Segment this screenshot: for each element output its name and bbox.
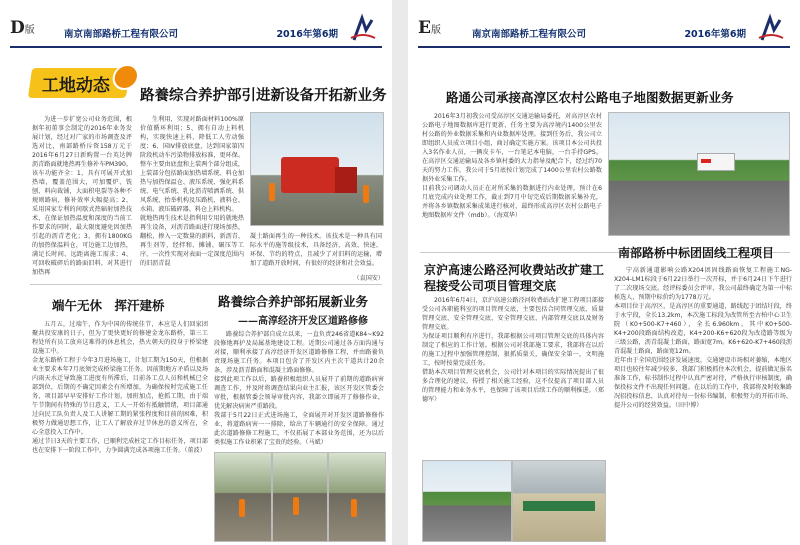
site-photo — [272, 452, 328, 542]
article-body-col1: 为进一步扩宽公司业务范围，根据年初董事会制定的2016年业务发展计划，经过对广家的市场调查及评选对比，南部路桥斥资158万元于2016年6月27日新购置一台英达牌沥青路面就地热再生修补车PM390。该车功能齐全：1、具有可展开式加热墙，覆盖范围大，可加覆炉、铣刨、料向裁铺，大面积电裂等各种不规则路病，修补效率大幅提高；2、采用国家专利的间歇式热辐射加热技术，在保证加热温度和深度的当前工作要求的同时，最大限度避免因加热引起的沥青老化；3、拥有1800KG的加热保温料仓，可边施工边加热，满足长时间、远距离施工需求；4、可回收破碎后的路面旧料，对其进行加热再 — [32, 116, 132, 276]
article-body-col3: 凝土路面再生的一种技术。该技术是一种具有国际水平的施等级技术，具备经济、高效、快速、环保、节约的特点，且减少了对旧料的运输，增加了道路开放时间，有很好的经济和社会效益。 — [250, 233, 382, 267]
article-body: 宁高新通道影响公路X204团固线路面恢复工程施工NG-X204-LM1标段于6月22日举行一次开标，并于6月24日下午进行了二次现场交底。经评标委员会评审，我公司最终确定为第一中标候选人，预期中标价约为1778万元。 本项目位于高淳区，是高淳区的重要通道，路线起于团结圩段，终于永宁段，全长13.2km，本次施工标段为改管所至古柏中心卫生院（K0+500-K7+460），全长6.960km。其中K0+500-K4+200段路面结构改造，K4+200-K6+620段为改造路等级为三级公路，沥青混凝土路面，路面宽7m。K6+620-K7+460段沥青混凝土路面，路面宽12m。 近年由于全国范围经济发展速度，交通建设市场相对萎缩，本地区项目也较往年减少较多，我部门积极抓住本次机会，提前做足报名准备工作，标书制作过程中认真严密对待，严格执行审核制度，确保投标文件不出现任何问题。在以后的工作中，我部将及时收集路况招投标信息，认真对待每一份标书编制，积极努力的开拓市场、提升公司的经营效益。（田中博） — [614, 267, 792, 409]
header-rule — [418, 46, 790, 48]
page-version — [418, 18, 441, 38]
repair-truck-photo — [250, 112, 384, 226]
page-header — [10, 18, 382, 44]
version-letter: D — [10, 18, 25, 38]
worker-figure — [351, 499, 357, 517]
page-gutter — [392, 0, 408, 545]
company-logo-icon — [756, 14, 786, 44]
article-title: 端午无休 挥汗建桥 — [52, 298, 165, 313]
worker-figure — [269, 183, 275, 201]
worker-figure — [293, 497, 299, 515]
issue-number: 2016年第6期 — [684, 29, 746, 40]
page-e — [408, 0, 800, 545]
company-name: 南京南部路桥工程有限公司 — [472, 29, 587, 40]
section-divider — [30, 284, 382, 285]
article-title-text: 京沪高速公路泾河收费站改扩建工程接受公司项目管理交底 — [424, 263, 605, 293]
article-title: 路養综合养护部拓展新业务 — [218, 294, 369, 309]
article-byline: （袁国安） — [353, 275, 384, 282]
article-title — [424, 262, 604, 294]
worker-figure — [363, 185, 369, 203]
badge-sun-icon — [111, 64, 141, 90]
site-photo — [328, 452, 386, 542]
article-body: 2016年6月4日，京沪高速公路泾河收费站改扩建工程项目部接受公司各职能科室的项目管理交底，主要包括合同管理交底、质量管理交底、安全管理交底、安全管理交底、内部管理交底以及财务管理交底。 为保证项目顺利有序进行，我部根据公司项目管理交底的具体内容制定了相应的工作计划。根据公司对我部施工要求，我部将在以后的施工过程中加强管理控制，狠抓质量关，确保安全第一，文明施工，按时按量完成任务。 借助本次项目管理交底机会，公司针对本项目的实际情况提出了很多合理化的建议，传授了相关施工经验，这不仅提高了项目部人员的管理能力和业务水平，也保障了该项目后续工作的顺利推进。（郑德军） — [422, 297, 604, 403]
section-badge-text: 工地动态 — [41, 76, 110, 96]
issue-number: 2016年第6期 — [276, 29, 338, 40]
car-stripe — [701, 159, 711, 163]
toll-station-photo — [422, 460, 512, 542]
page-version — [10, 18, 35, 38]
version-suffix: 版 — [24, 25, 35, 36]
article-title: 路通公司承接高淳区农村公路电子地图数据更新业务 — [446, 90, 734, 105]
version-suffix: 版 — [430, 25, 441, 36]
site-photo — [214, 452, 272, 542]
article-body-col2: 生利用，实现对路面材料100%原价值循环利用；5、拥有自动上料机构，实现快速上料，降低工人劳动强度；6、国IV排放底盘，达到国家第四阶段机动车污染物排放标准，更环保。整车主要由底盘和上装两个部分组成，上装部分包括路面加热墙系统、料仓加热与加热保温仓、液压系统、强化料系统、电气系统、乳化沥青喷洒系统、供风系统、抬举机构及压路机、液料仓、水箱、液压破碎器、料仓上料机构。 就地热再生技术是指利用专用的就地热再生设备，对沥青路面进行现场加热、翻松，掺入一定数量的新料，新沥青、再生剂等，经拌和、摊铺、碾压等工序，一次性实现对表面一定深度范围内的旧沥青混 — [140, 116, 244, 267]
truck-cab — [335, 167, 357, 193]
meeting-photo — [512, 460, 606, 542]
worker-figure — [239, 499, 245, 517]
road-photo — [608, 112, 790, 236]
article-body: 五月五，过端午，作为中国的传统佳节，本应是人们回家团聚共投安康的日子，但为了更快更好的修建金龙东路桥，第三工程处所有员工放弃这难得的休息机会，热火朝天的投身于桥梁建设施工中。 金龙东路桥工程于今年3月进场施工，计划工期为150天，但根据业主要求本年7月底须完成桥梁施工任务。因前期地方矛盾以及场内雨天水迁导致施工进度有所滞后，目前各工点人员和机械已全部到位，后期的不确定因素会有所增加，为确保按时完成施工任务，项目部早早安排好工作计划，加班加点，抢抓工期，由于端午节期间有特殊的节日意义，工人一开始有抵触情绪，项目部通过向民工队负责人及工人讲解工期的紧张程度和目前的困难，积极努力做通思想工作，让工人了解放弃过节休息的意义所在，全心全意投入工作中。 通过节日3天的主要工作，已顺利完成桩定工作目标任务，项目部也在安排下一阶段工作中，力争圆满完成各项施工任务。（董波） — [32, 321, 208, 454]
meeting-table — [523, 501, 595, 511]
article-body: 2016年3月初我公司受高淳区交通运输局委托，对高淳区农村公路电子地图数据库进行更新，任务主要为高淳境内1400公里农村公路的外业数据采集和内业数据库处理。接到任务后，我公司立即组织人员成立项目小组，商讨确定实施方案。该项目本公司共投入3名作业人员，一辆皮卡车，一台笔记本电脑，一台手持GPS。在高淳区交通运输局及各乡镇村委的大力指导及配合下，经过约70天的努力工作，我公司于5月底按计划完成了1400公里农村公路数据外业采集工作。 目前我公司调动人员正在对所采集的数据进行内业处理，预计在6月底完成内业处理工作，截止到7月中旬完成后期数据采集补充，并将各乡镇数据采集成果进行核对，最终形成高淳区农村公路电子地图数据库文件（mdb）。（海双华） — [422, 113, 602, 219]
version-letter: E — [418, 18, 431, 38]
article-title: 路養综合养护部引进新设备开拓新业务 — [140, 88, 387, 104]
company-name: 南京南部路桥工程有限公司 — [64, 29, 179, 40]
section-badge — [28, 68, 130, 98]
page-header — [418, 18, 790, 44]
article-subtitle: ——高淳经济开发区道路修修 — [238, 316, 368, 327]
truck-body — [281, 157, 339, 193]
article-title: 南部路桥中标团固线工程项目 — [618, 246, 775, 260]
company-logo-icon — [348, 14, 378, 44]
article-body: 路養综合养护部自成立以来，一直负责246省道K84~K92段修地再护及局属基地建设工程。近期公司通过各方面沟通与对接，顺利承接了高淳经济开发区道路修修工程，并由路養负责现场施工任务。本项目包含了开发区内主次干道共计20余条，涉及沥青路面和混凝土路面修修。 接到此项工作以后，路養积极组织人员展开了前期的道路病害调查工作，并及时将调查结果向业主汇报，该区开发区管委会审批，根据管委会领导审批内容，我部立即展开了修修作业，优先解决病害严重路段。 我部于5月22日正式进场施工，全面展开对开发区道路修修作业，将道路病害一一排除，给出了车辆通行的安全保障。通过此次道路修修工程施工，不仅拓展了本部业务范围，还为以后类似施工作业积累了宝贵的经验。（马斌） — [214, 331, 384, 446]
header-rule — [10, 46, 382, 48]
page-d — [0, 0, 392, 545]
